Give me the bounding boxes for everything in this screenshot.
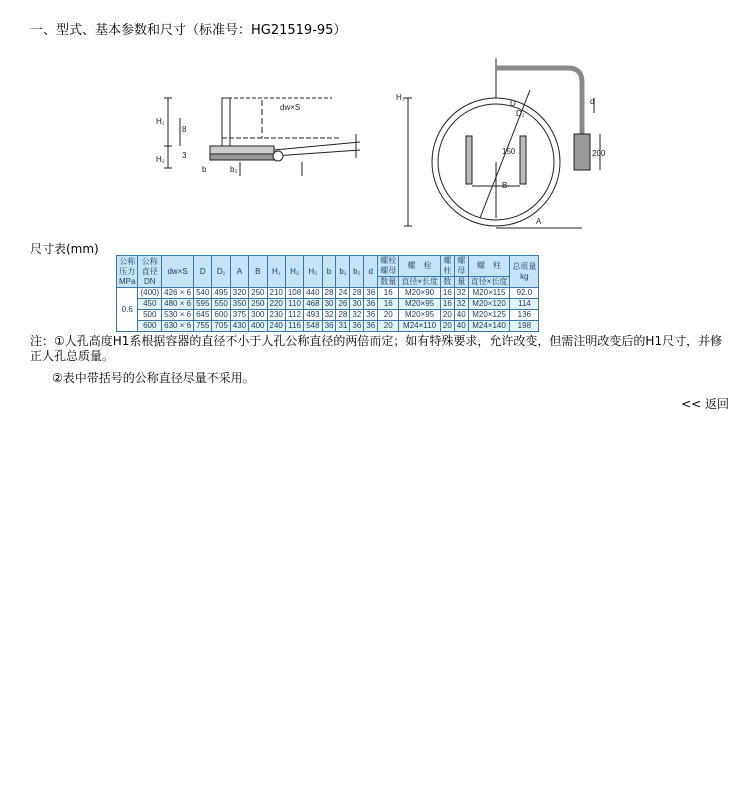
col-dn [138, 256, 162, 288]
col-b1: b₁ [336, 256, 350, 288]
table-cell: 426 × 6 [162, 288, 194, 299]
table-cell: 16 [440, 288, 454, 299]
sub-count2: 数 [440, 277, 454, 288]
table-cell: 30 [322, 299, 336, 310]
table-cell: 40 [454, 321, 468, 332]
table-cell: 500 [138, 310, 162, 321]
dimension-table [116, 255, 539, 332]
table-cell: 136 [510, 310, 539, 321]
table-cell: 24 [336, 288, 350, 299]
hdr-nut-2: 母 [457, 266, 466, 275]
table-cell: 375 [230, 310, 248, 321]
table-cell: 210 [267, 288, 285, 299]
label-A: A [536, 217, 542, 226]
table-cell: 28 [336, 310, 350, 321]
table-cell: 36 [364, 321, 378, 332]
label-B: B [502, 181, 508, 190]
col-bolt: 螺 栓 [399, 256, 441, 277]
hdr-pressure-2: 压力 [119, 266, 136, 276]
hdr-pressure-3: MPa [119, 276, 136, 286]
table-cell: 755 [194, 321, 212, 332]
table-cell: 198 [510, 321, 539, 332]
col-D: D [194, 256, 212, 288]
table-cell: 16 [378, 299, 399, 310]
table-cell: 600 [212, 310, 230, 321]
note-2: ②表中带括号的公称直径尽量不采用。 [52, 371, 255, 385]
sub-count3: 量 [454, 277, 468, 288]
col-b: b [322, 256, 336, 288]
table-cell: 480 × 6 [162, 299, 194, 310]
table-title: 尺寸表(mm) [30, 242, 99, 256]
col-H2: H₂ [285, 256, 303, 288]
table-cell: 300 [249, 310, 267, 321]
col-A: A [230, 256, 248, 288]
sub-count: 数量 [378, 277, 399, 288]
notes [30, 334, 730, 386]
table-cell: M20×95 [399, 299, 441, 310]
table-cell: 20 [440, 321, 454, 332]
hdr-stud-count-1: 螺 [443, 256, 452, 265]
table-cell: 20 [378, 321, 399, 332]
col-dws: dw×S [162, 256, 194, 288]
table-cell: 110 [285, 299, 303, 310]
table-row [117, 299, 539, 310]
front-view [404, 58, 600, 228]
table-cell: 116 [285, 321, 303, 332]
col-D1: D₁ [212, 256, 230, 288]
col-mass [510, 256, 539, 288]
table-cell: 28 [322, 288, 336, 299]
label-150: 150 [502, 147, 516, 156]
table-cell: 320 [230, 288, 248, 299]
table-cell: 430 [230, 321, 248, 332]
table-cell: 400 [249, 321, 267, 332]
col-b2: b₂ [350, 256, 364, 288]
sub-spec2: 直径×长度 [468, 277, 510, 288]
table-cell: 220 [267, 299, 285, 310]
table-row [117, 321, 539, 332]
table-cell: 108 [285, 288, 303, 299]
table-cell: 600 [138, 321, 162, 332]
col-B: B [249, 256, 267, 288]
table-cell: M20×125 [468, 310, 510, 321]
table-cell: 250 [249, 288, 267, 299]
table-cell: M20×120 [468, 299, 510, 310]
pressure-cell: 0.6 [117, 288, 138, 332]
table-cell: 250 [249, 299, 267, 310]
table-cell: 20 [378, 310, 399, 321]
table-cell: M20×115 [468, 288, 510, 299]
hdr-bolt-count-2: 螺母 [380, 266, 397, 275]
table-cell: M20×90 [399, 288, 441, 299]
col-pressure [117, 256, 138, 288]
label-D1: D₁ [516, 109, 525, 118]
table-cell: 114 [510, 299, 539, 310]
table-cell: 31 [336, 321, 350, 332]
hdr-dn-3: DN [144, 276, 156, 286]
sub-spec: 直径×长度 [399, 277, 441, 288]
table-cell: 468 [304, 299, 322, 310]
label-h2: H₂ [156, 155, 165, 164]
col-H1: H₁ [267, 256, 285, 288]
hdr-mass-1: 总质量 [512, 261, 537, 271]
table-cell: 495 [212, 288, 230, 299]
table-cell: M20×95 [399, 310, 441, 321]
table-cell: M24×110 [399, 321, 441, 332]
table-cell: 595 [194, 299, 212, 310]
table-body [117, 288, 539, 332]
table-cell: 350 [230, 299, 248, 310]
label-3: 3 [182, 151, 187, 160]
hdr-stud-count-2: 柱 [443, 266, 452, 275]
table-cell: 36 [350, 321, 364, 332]
table-cell: 240 [267, 321, 285, 332]
table-cell: 32 [454, 299, 468, 310]
table-cell: (400) [138, 288, 162, 299]
page-heading: 一、型式、基本参数和尺寸（标准号：HG21519-95） [30, 23, 347, 38]
hdr-dn-1: 公称 [141, 256, 158, 266]
table-cell: 630 × 6 [162, 321, 194, 332]
table-cell: 550 [212, 299, 230, 310]
col-stud-count [440, 256, 454, 277]
col-H3: H₃ [304, 256, 322, 288]
table-row [117, 310, 539, 321]
label-200: 200 [592, 149, 606, 158]
hdr-bolt-count-1: 螺栓 [380, 256, 397, 265]
hdr-pressure-1: 公称 [119, 256, 136, 266]
label-dws: dw×S [280, 103, 301, 112]
label-d: d [590, 97, 595, 106]
table-cell: 32 [322, 310, 336, 321]
table-cell: M24×140 [468, 321, 510, 332]
table-row [117, 288, 539, 299]
label-D: D [510, 99, 516, 108]
table-cell: 26 [336, 299, 350, 310]
label-b2: b₂ [230, 165, 238, 174]
table-cell: 645 [194, 310, 212, 321]
note-1: 注：①人孔高度H1系根据容器的直径不小于人孔公称直径的两倍而定；如有特殊要求，允许改变，但需注明改变后的H1尺寸，并修正人孔总质量。 [30, 334, 723, 363]
label-h3: H₃ [396, 93, 406, 102]
table-cell: 548 [304, 321, 322, 332]
table-cell: 440 [304, 288, 322, 299]
table-cell: 30 [350, 299, 364, 310]
col-nut-count [454, 256, 468, 277]
back-link[interactable]: << 返回 [681, 397, 729, 411]
label-b: b [202, 165, 207, 174]
label-8: 8 [182, 125, 187, 134]
table-cell: 32 [454, 288, 468, 299]
table-cell: 450 [138, 299, 162, 310]
table-cell: 493 [304, 310, 322, 321]
table-cell: 20 [440, 310, 454, 321]
table-cell: 540 [194, 288, 212, 299]
table-cell: 36 [322, 321, 336, 332]
hdr-nut-1: 螺 [457, 256, 466, 265]
manhole-drawing [150, 38, 610, 233]
side-view [164, 98, 360, 176]
hdr-mass-2: kg [520, 271, 529, 281]
label-h1: H₁ [156, 117, 165, 126]
table-cell: 36 [364, 299, 378, 310]
table-cell: 36 [364, 288, 378, 299]
table-cell: 36 [364, 310, 378, 321]
col-bolt-count [378, 256, 399, 277]
table-cell: 92.0 [510, 288, 539, 299]
hdr-dn-2: 直径 [141, 266, 158, 276]
col-stud: 螺 柱 [468, 256, 510, 277]
table-cell: 28 [350, 288, 364, 299]
table-cell: 40 [454, 310, 468, 321]
table-cell: 16 [440, 299, 454, 310]
col-d: d [364, 256, 378, 288]
table-cell: 705 [212, 321, 230, 332]
table-cell: 112 [285, 310, 303, 321]
table-cell: 32 [350, 310, 364, 321]
table-cell: 530 × 6 [162, 310, 194, 321]
table-cell: 230 [267, 310, 285, 321]
table-cell: 16 [378, 288, 399, 299]
